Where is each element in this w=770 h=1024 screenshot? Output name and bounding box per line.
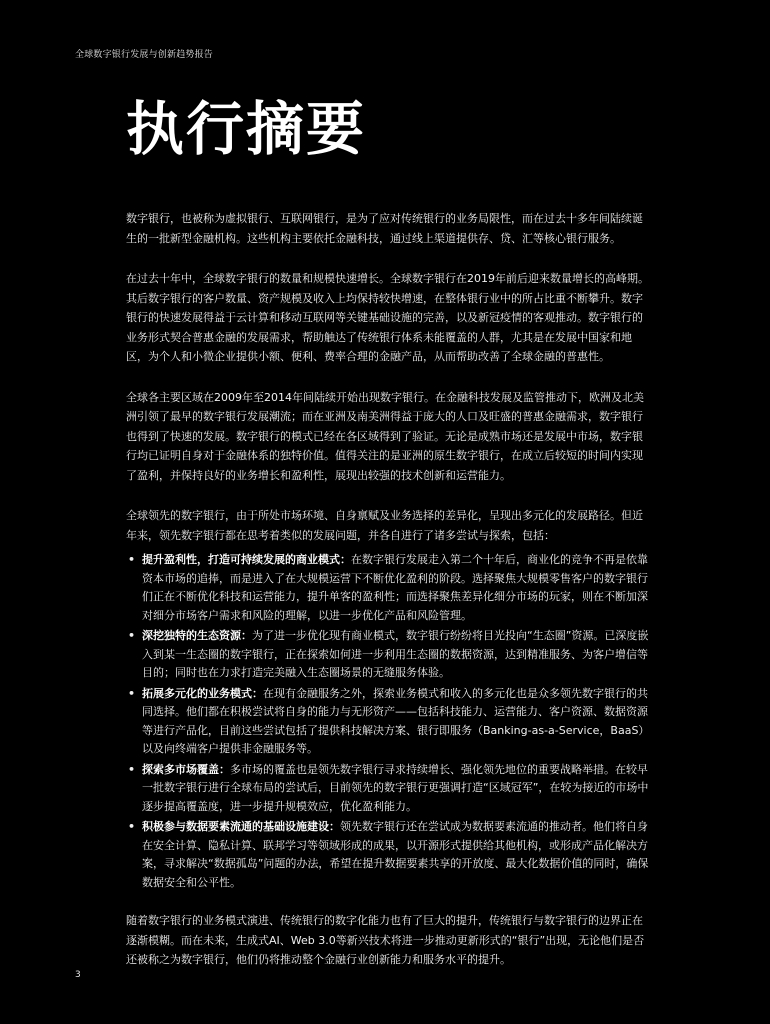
- strategy-list: [126, 551, 650, 892]
- bullet-text: 领先数字银行还在尝试成为数据要素流通的推动者。他们将自身在安全计算、隐私计算、联邦学习等领域形成的成果，以开源形式提供给其他机构，或形成产品化解决方案，寻求解决“数据孤岛”问题的办法，希望在提升数据要素共享的开放度、最大化数据价值的同时，确保数据安全和公平性。: [142, 820, 649, 889]
- bullet-text: 在现有金融服务之外，探索业务模式和收入的多元化也是众多领先数字银行的共同选择。他们都在积极尝试将自身的能力与无形资产——包括科技能力、运营能力、客户资源、数据资源等进行产品化，目前这些尝试包括了提供科技解决方案、银行即服务（Banking-as-a-Service，BaaS）以及向终端客户提供非金融服务等。: [142, 686, 650, 755]
- page-number: 3: [75, 970, 81, 980]
- list-item: [126, 818, 650, 892]
- bullet-lead: 积极参与数据要素流通的基础设施建设：: [142, 820, 340, 833]
- bullet-text: 在数字银行发展走入第二个十年后，商业化的竞争不再是依靠资本市场的追捧，而是进入了在大规模运营下不断优化盈利的阶段。选择聚焦大规模零售客户的数字银行们正在不断优化科技和运营能力，提升单客的盈利性；而选择聚焦差异化细分市场的玩家，则在不断加深对细分市场客户需求和风险的理解，以进一步优化产品和风险管理。: [142, 553, 648, 622]
- bullet-icon: •: [128, 629, 136, 642]
- summary-body: [126, 209, 650, 991]
- list-item: [126, 627, 650, 683]
- paragraph-intro: 数字银行，也被称为虚拟银行、互联网银行，是为了应对传统银行的业务局限性，而在过去十多年间陆续诞生的一批新型金融机构。这些机构主要依托金融科技，通过线上渠道提供存、贷、汇等核心银行服务。: [126, 212, 643, 245]
- bullet-icon: •: [128, 553, 136, 566]
- paragraph-regions: 全球各主要区域在2009年至2014年间陆续开始出现数字银行。在金融科技发展及监管推动下，欧洲及北美洲引领了最早的数字银行发展潮流；而在亚洲及南美洲得益于庞大的人口及旺盛的普惠金融需求，数字银行也得到了快速的发展。数字银行的模式已经在各区域得到了验证。无论是成熟市场还是发展中市场，数字银行均已证明自身对于金融体系的独特价值。值得关注的是亚洲的原生数字银行，在成立后较短的时间内实现了盈利，并保持良好的业务增长和盈利性，展现出较强的技术创新和运营能力。: [126, 390, 644, 482]
- list-item: [126, 551, 650, 625]
- bullet-lead: 拓展多元化的业务模式：: [142, 686, 263, 700]
- list-item: [126, 761, 650, 817]
- bullet-lead: 探索多市场覆盖：: [142, 762, 230, 776]
- paragraph-paths: 全球领先的数字银行，由于所处市场环境、自身禀赋及业务选择的差异化，呈现出多元化的发展路径。但近年来，领先数字银行都在思考着类似的发展问题，并各自进行了诸多尝试与探索，包括：: [126, 509, 643, 542]
- bullet-icon: •: [128, 820, 136, 833]
- bullet-text: 多市场的覆盖也是领先数字银行寻求持续增长、强化领先地位的重要战略举措。在较早一批数字银行进行全球布局的尝试后，目前领先的数字银行更强调打造“区域冠军”，在较为接近的市场中逐步提高覆盖度，进一步提升规模效应，优化盈利能力。: [142, 762, 649, 813]
- paragraph-closing: 随着数字银行的业务模式演进、传统银行的数字化能力也有了巨大的提升，传统银行与数字银行的边界正在逐渐模糊。而在未来，生成式AI、Web 3.0等新兴技术将进一步推动更新形式的“银行”出现，无论他们是否还被称之为数字银行，他们仍将推动整个金融行业创新能力和服务水平的提升。: [126, 914, 645, 966]
- bullet-lead: 深挖独特的生态资源：: [142, 629, 252, 642]
- bullet-text: 为了进一步优化现有商业模式，数字银行纷纷将目光投向“生态圈”资源。已深度嵌入到某一生态圈的数字银行，正在探索如何进一步利用生态圈的数据资源，达到精准服务、为客户增信等目的；同时也在力求打造完美融入生态圈场景的无缝服务体验。: [142, 629, 649, 679]
- running-header: 全球数字银行发展与创新趋势报告: [75, 50, 214, 60]
- page-title: 执行摘要: [126, 95, 367, 163]
- paragraph-growth: 在过去十年中，全球数字银行的数量和规模快速增长。全球数字银行在2019年前后迎来数量增长的高峰期。其后数字银行的客户数量、资产规模及收入上均保持较快增速，在整体银行业中的所占比重不断攀升。数字银行的快速发展得益于云计算和移动互联网等关键基础设施的完善，以及新冠疫情的客观推动。数字银行的业务形式契合普惠金融的发展需求，帮助触达了传统银行体系未能覆盖的人群，尤其是在发展中国家和地区，为个人和小微企业提供小额、便利、费率合理的金融产品，从而帮助改善了全球金融的普惠性。: [126, 272, 649, 363]
- bullet-icon: •: [128, 762, 136, 776]
- bullet-lead: 提升盈利性，打造可持续发展的商业模式：: [142, 553, 351, 566]
- bullet-icon: •: [128, 686, 136, 700]
- list-item: [126, 685, 650, 759]
